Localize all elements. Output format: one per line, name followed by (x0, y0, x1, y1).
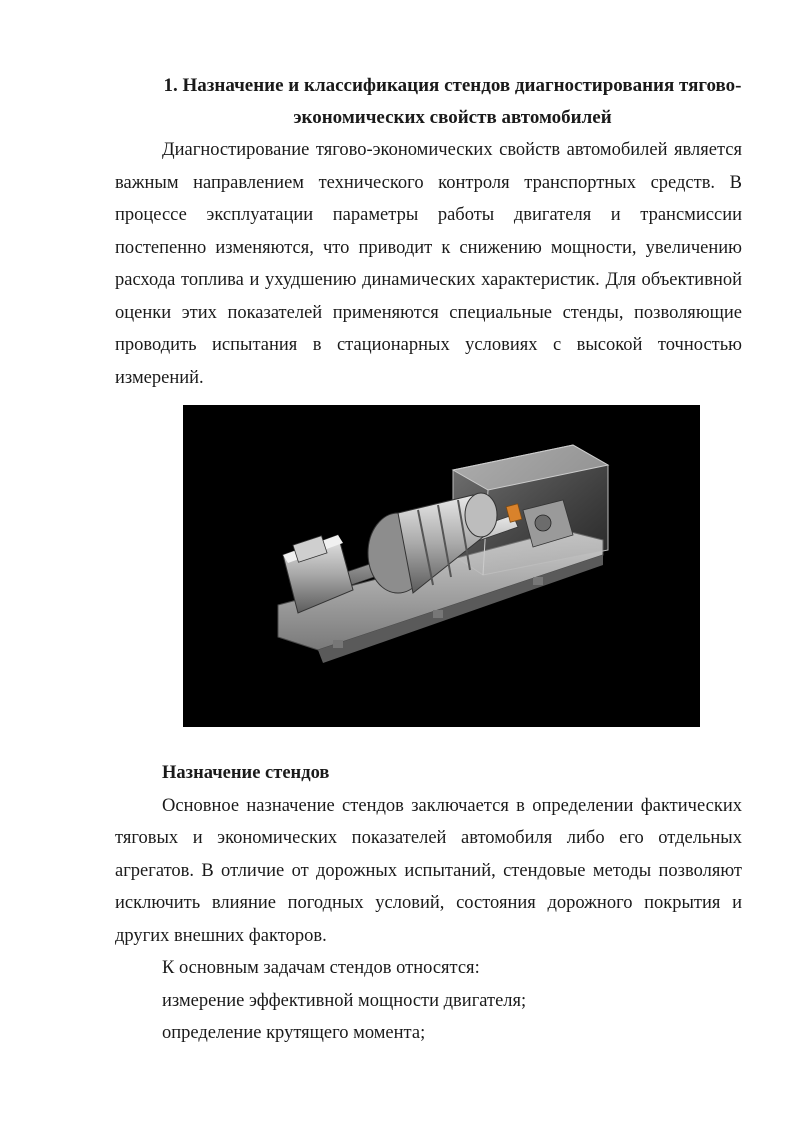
document-page (115, 70, 742, 394)
purpose-paragraph: Основное назначение стендов заключается в определении фактических тяговых и экономических показателей автомобиля либо его отдельных агрегатов. В отличие от дорожных испытаний, стендовые методы позволяют исключить влияние погодных условий, состояния дорожного покрытия и других внешних факторов. (115, 795, 742, 946)
section-heading: Назначение стендов (162, 763, 330, 783)
document-title (115, 70, 742, 134)
engine-test-bench-image (183, 405, 700, 727)
list-item: определение крутящего момента; (162, 1023, 426, 1043)
list-item: измерение эффективной мощности двигателя; (162, 990, 527, 1011)
intro-paragraph: Диагностирование тягово-экономических свойств автомобилей является важным направлением технического контроля транспортных средств. В процессе эксплуатации параметры работы двигателя и трансмиссии постепенно изменяются, что приводит к снижению мощности, увеличению расхода топлива и ухудшению динамических характеристик. Для объективной оценки этих показателей применяются специальные стенды, позволяющие проводить испытания в стационарных условиях с высокой точностью измерений. (115, 140, 742, 388)
tasks-intro: К основным задачам стендов относятся: (162, 958, 480, 978)
engine-test-bench-illustration (183, 405, 700, 727)
title-line-1: 1. Назначение и классификация стендов диагностирования тягово- (163, 75, 742, 96)
title-line-2: экономических свойств автомобилей (293, 107, 612, 128)
purpose-section (115, 757, 742, 1050)
